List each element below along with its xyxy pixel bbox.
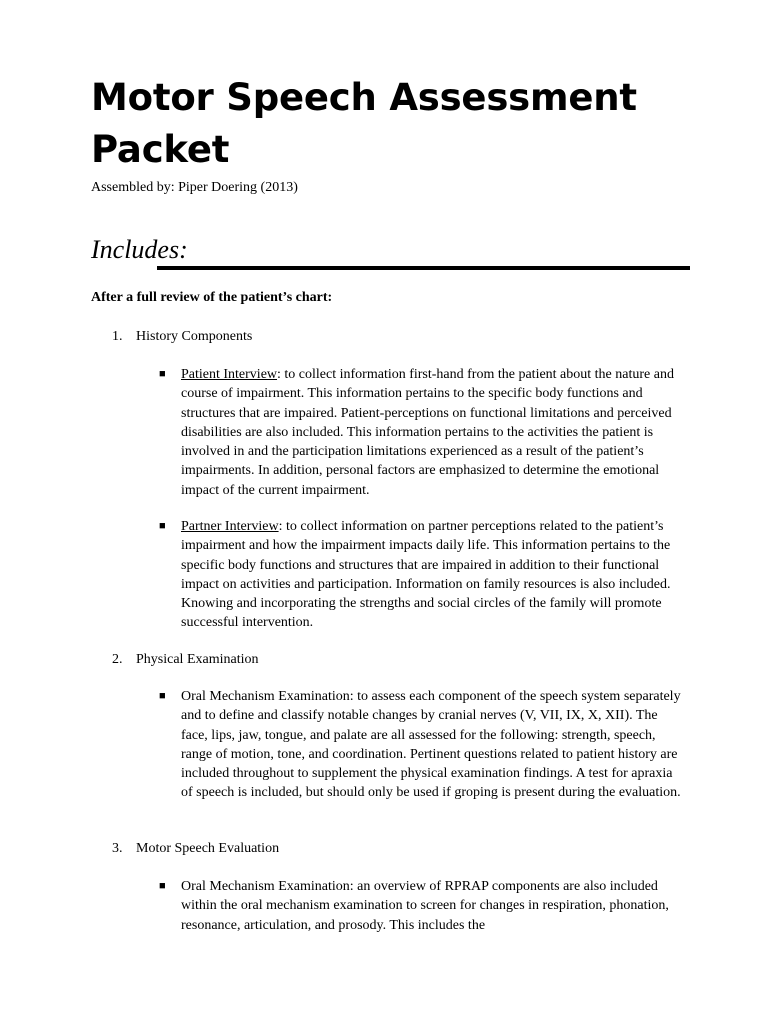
section-number: 1. [112, 329, 123, 344]
section-number: 2. [112, 652, 123, 667]
byline: Assembled by: Piper Doering (2013) [91, 180, 298, 195]
square-bullet-icon: ■ [159, 520, 166, 532]
lead-sentence: After a full review of the patient’s chart: [91, 290, 333, 305]
includes-heading: Includes: [91, 235, 188, 264]
section-title: Physical Examination [136, 652, 259, 667]
square-bullet-icon: ■ [159, 368, 166, 380]
section-title: History Components [136, 329, 253, 344]
bullet-text: Oral Mechanism Examination: to assess each component of the speech system separately and to define and classify notable changes by cranial nerves (V, VII, IX, X, XII). The face, lips, jaw, tongue, and palate are all assessed for the following: strength, speech, range of motion, tone, and coordination. Pertinent questions related to patient history are included throughout to supplement the physical examination findings. A test for apraxia of speech is included, but should only be used if groping is present during the evaluation. [181, 689, 681, 801]
section-number: 3. [112, 841, 123, 856]
document-title: Motor Speech Assessment Packet [91, 76, 637, 171]
bullet-text: Oral Mechanism Examination: an overview of RPRAP components are also included within the oral mechanism examination to screen for changes in respiration, phonation, resonance, articulation, and prosody. This includes the [181, 879, 669, 933]
section-heading-history [112, 328, 252, 346]
square-bullet-icon: ■ [159, 690, 166, 702]
bullet-text: : to collect information first-hand from the patient about the nature and course of impairment. This information pertains to the specific body functions and structures that are impaired. Patient-perceptions on functional limitations and perceived disabilities are also included. This information pertains to the activities the patient is involved in and the participation limitations experienced as a result of the patient’s impairments. In addition, personal factors are emphasized to determine the emotional impact of the current impairment. [181, 367, 674, 498]
bullet-label: Partner Interview [181, 519, 279, 534]
section-title: Motor Speech Evaluation [136, 841, 280, 856]
section-heading-physical-examination [112, 651, 258, 669]
heading-rule [157, 266, 690, 270]
square-bullet-icon: ■ [159, 880, 166, 892]
bullet-label: Patient Interview [181, 367, 278, 382]
section-heading-motor-speech-evaluation [112, 840, 279, 858]
bullet-text: : to collect information on partner perceptions related to the patient’s impairment and how the impairment impacts daily life. This information pertains to the specific body functions and structures that are impaired in addition to their functional impact on activities and participation. Information on family resources is also included. Knowing and incorporating the strengths and social circles of the family will promote successful intervention. [181, 519, 671, 631]
